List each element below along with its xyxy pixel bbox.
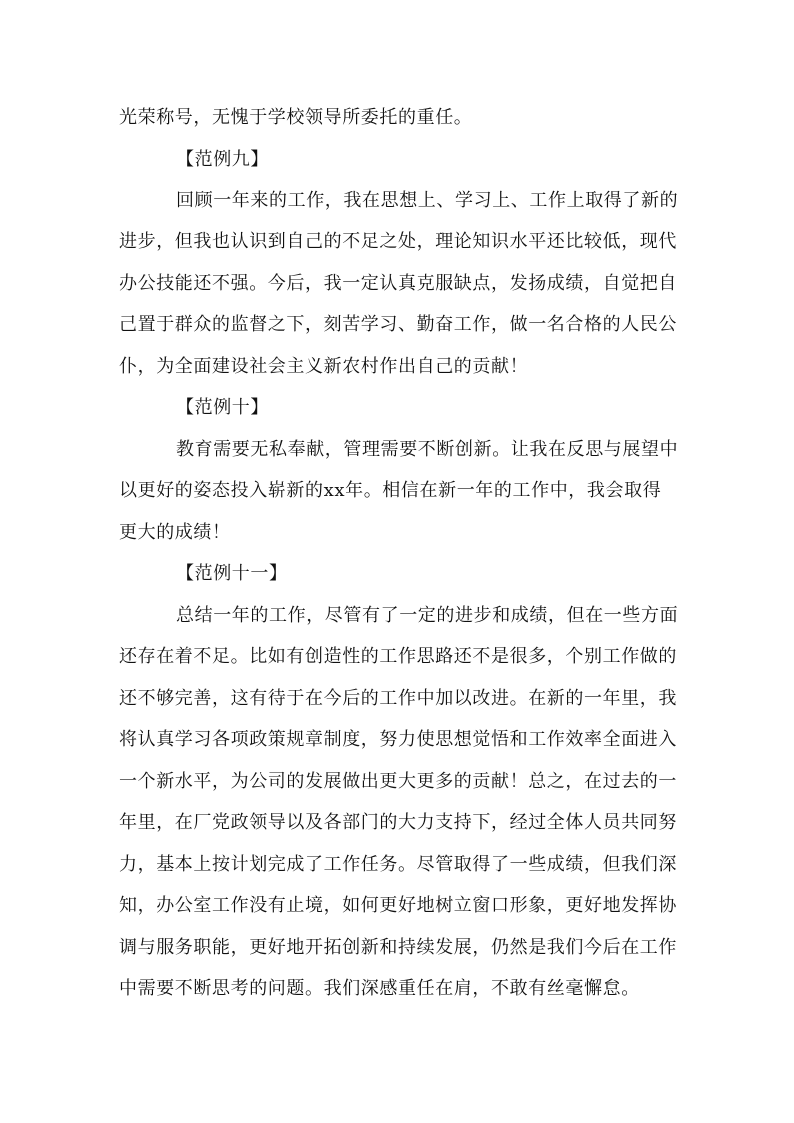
text-line: 调与服务职能，更好地开拓创新和持续发展，仍然是我们今后在工作 [119,937,677,958]
text-line: 教育需要无私奉献，管理需要不断创新。让我在反思与展望中 [176,439,679,460]
text-line: 知，办公室工作没有止境，如何更好地树立窗口形象，更好地发挥协 [119,895,677,916]
text-line: 一个新水平，为公司的发展做出更大更多的贡献！总之，在过去的一 [119,771,677,792]
text-line: 光荣称号，无愧于学校领导所委托的重任。 [119,107,473,128]
section-heading: 【范例十一】 [176,563,288,584]
text-line: 还不够完善，这有待于在今后的工作中加以改进。在新的一年里，我 [119,688,677,709]
text-line: 仆，为全面建设社会主义新农村作出自己的贡献！ [119,356,529,377]
text-line: 力，基本上按计划完成了工作任务。尽管取得了一些成绩，但我们深 [119,854,677,875]
text-line: 回顾一年来的工作，我在思想上、学习上、工作上取得了新的 [176,190,679,211]
text-line: 将认真学习各项政策规章制度，努力使思想觉悟和工作效率全面进入 [119,729,677,750]
text-line: 办公技能还不强。今后，我一定认真克服缺点，发扬成绩，自觉把自 [119,273,677,294]
section-heading: 【范例九】 [176,149,269,170]
text-line: 己置于群众的监督之下，刻苦学习、勤奋工作，做一名合格的人民公 [119,314,677,335]
section-heading: 【范例十】 [176,397,269,418]
text-line: 进步，但我也认识到自己的不足之处，理论知识水平还比较低，现代 [119,231,677,252]
text-line: 以更好的姿态投入崭新的xx年。相信在新一年的工作中，我会取得 [119,480,662,501]
text-line: 中需要不断思考的问题。我们深感重任在肩，不敢有丝毫懈怠。 [119,978,640,999]
text-line: 还存在着不足。比如有创造性的工作思路还不是很多，个别工作做的 [119,646,677,667]
text-line: 年里，在厂党政领导以及各部门的大力支持下，经过全体人员共同努 [119,812,677,833]
text-line: 更大的成绩！ [119,522,231,543]
text-line: 总结一年的工作，尽管有了一定的进步和成绩，但在一些方面 [176,605,679,626]
